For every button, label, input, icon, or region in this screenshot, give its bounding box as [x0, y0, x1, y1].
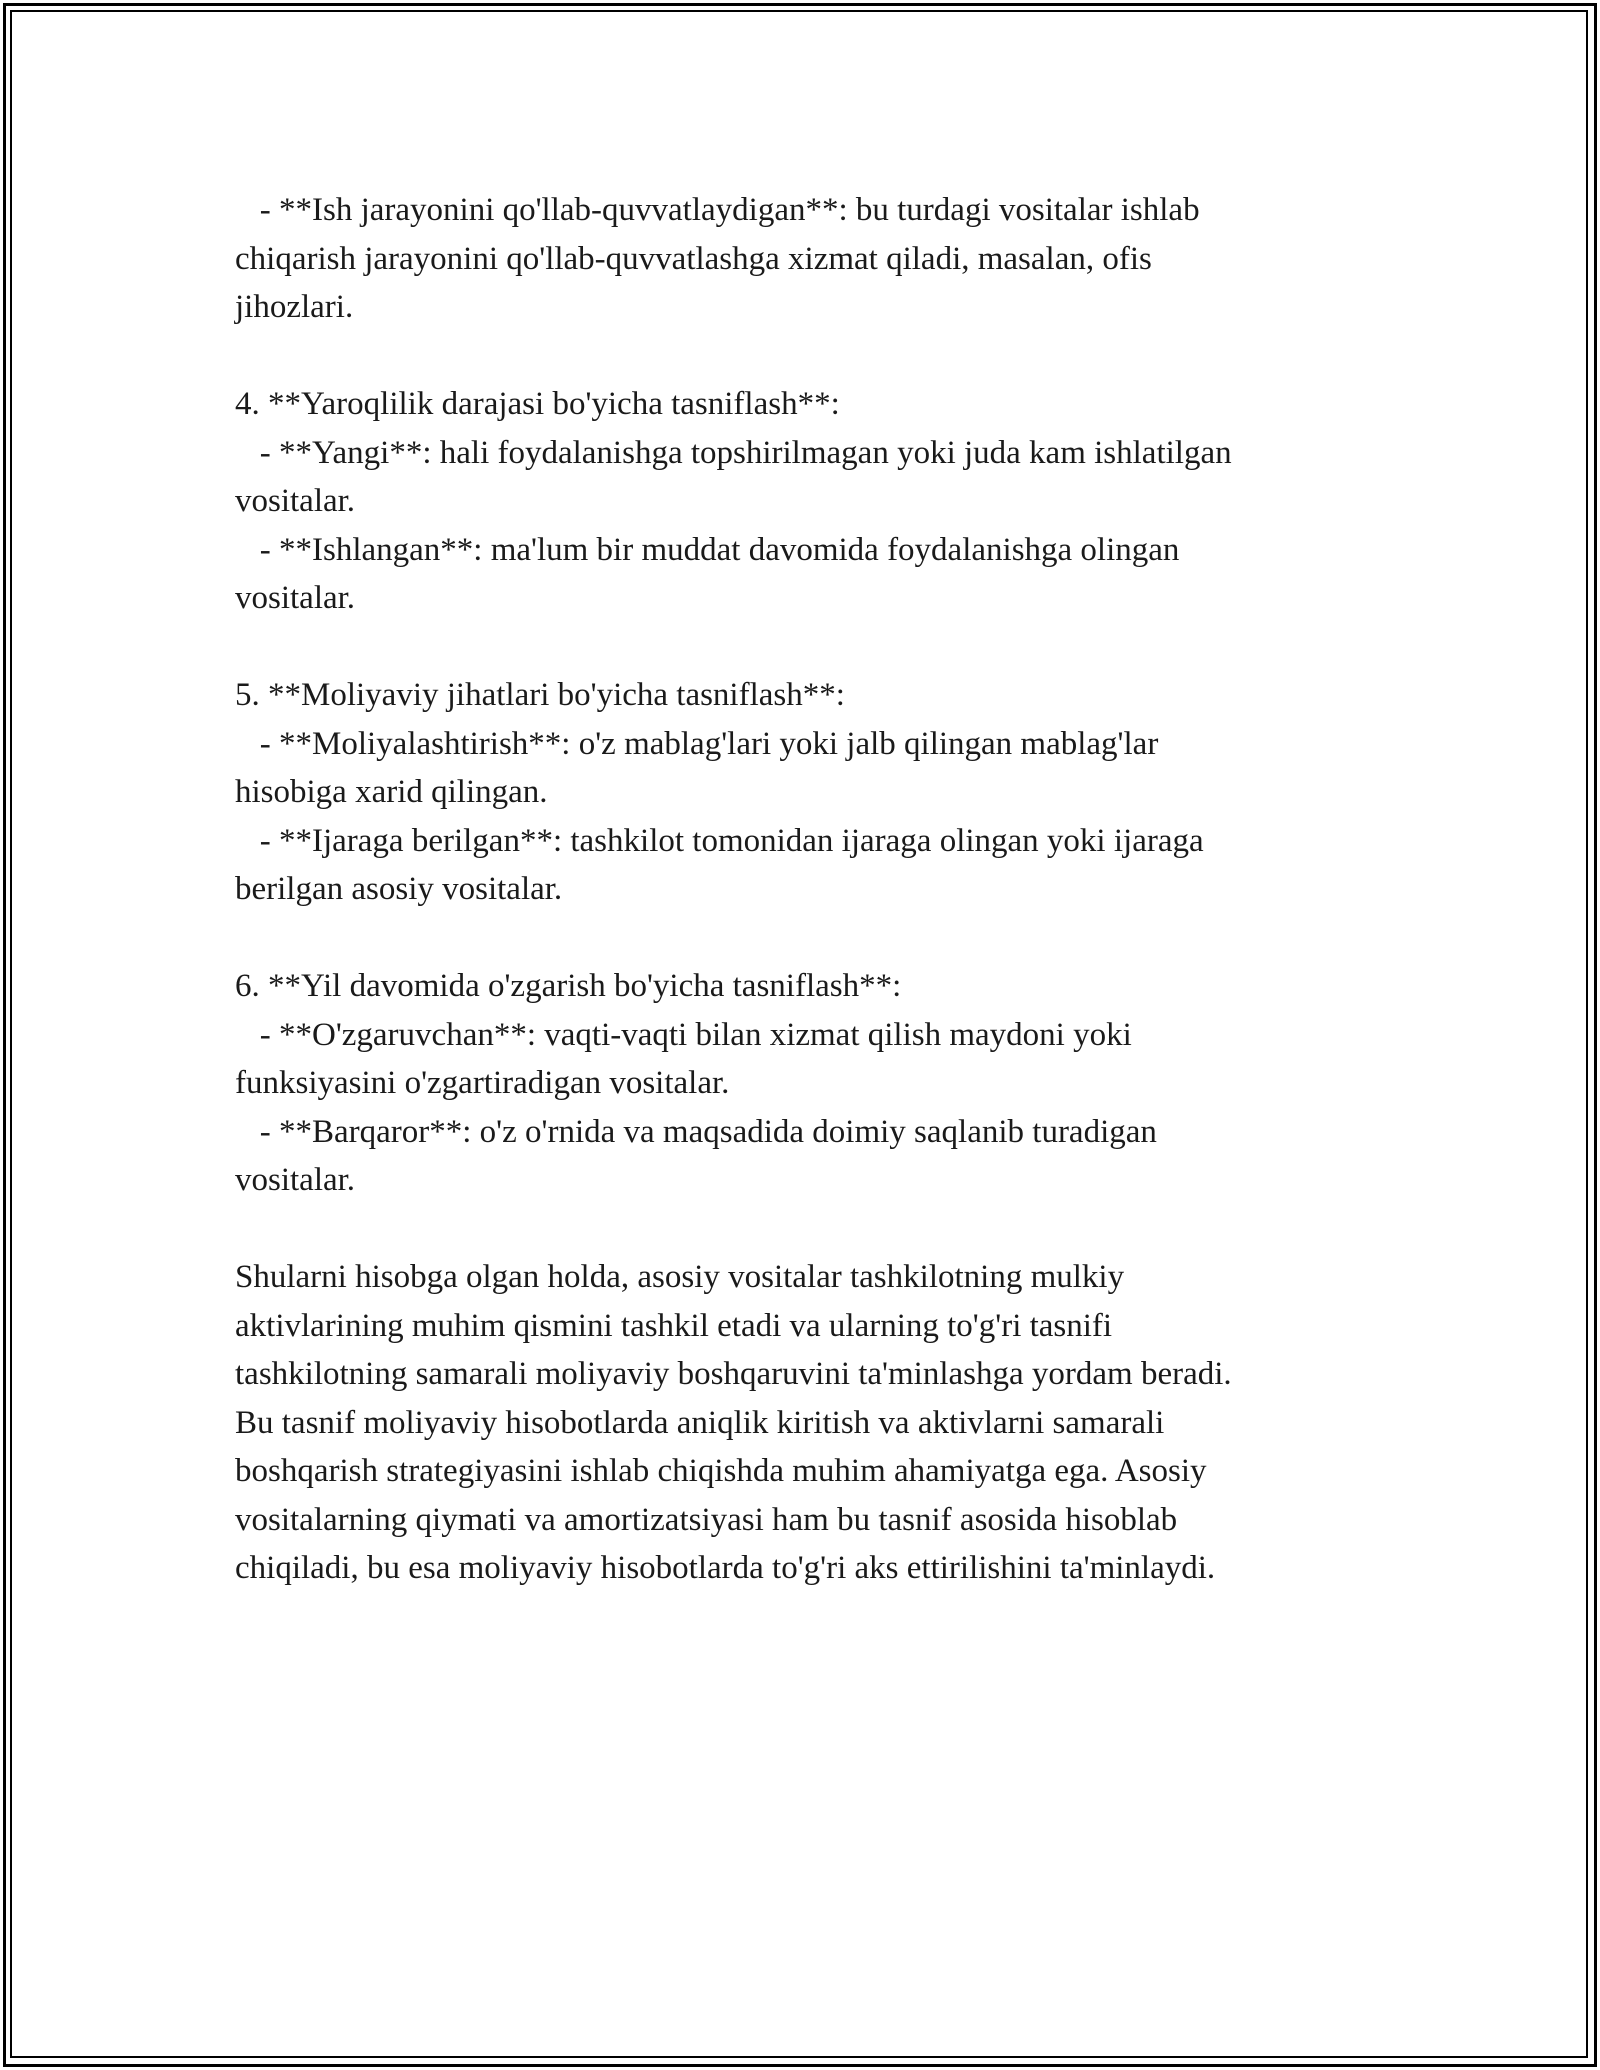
list-item-4: [235, 380, 1365, 623]
text-line: chiqiladi, bu esa moliyaviy hisobotlarda to'g'ri aks ettirilishini ta'minlaydi.: [235, 1550, 1216, 1586]
text-line: chiqarish jarayonini qo'llab-quvvatlashga xizmat qiladi, masalan, ofis: [235, 240, 1152, 277]
text-line: - **O'zgaruvchan**: vaqti-vaqti bilan xizmat qilish maydoni yoki: [235, 1016, 1132, 1053]
list-heading: 4. **Yaroqlilik darajasi bo'yicha tasniflash**:: [235, 386, 840, 422]
text-line: aktivlarining muhim qismini tashkil etadi va ularning to'g'ri tasnifi: [235, 1307, 1113, 1344]
list-item-5: [235, 671, 1365, 914]
text-line: vositalar.: [235, 1162, 356, 1198]
text-line: Bu tasnif moliyaviy hisobotlarda aniqlik kiritish va aktivlarni samarali: [235, 1404, 1165, 1441]
text-line: vositalar.: [235, 580, 356, 616]
blank-line: [235, 332, 1365, 381]
list-heading: 5. **Moliyaviy jihatlari bo'yicha tasniflash**:: [235, 677, 845, 713]
text-line: jihozlari.: [235, 289, 354, 325]
text-line: hisobiga xarid qilingan.: [235, 774, 548, 810]
list-heading: 6. **Yil davomida o'zgarish bo'yicha tasniflash**:: [235, 968, 902, 1004]
blank-line: [235, 914, 1365, 963]
text-line: berilgan asosiy vositalar.: [235, 871, 563, 907]
text-line: Shularni hisobga olgan holda, asosiy vositalar tashkilotning mulkiy: [235, 1259, 1125, 1295]
text-line: tashkilotning samarali moliyaviy boshqaruvini ta'minlashga yordam beradi.: [235, 1356, 1232, 1392]
text-line: funksiyasini o'zgartiradigan vositalar.: [235, 1065, 730, 1101]
text-line: - **Ijaraga berilgan**: tashkilot tomonidan ijaraga olingan yoki ijaraga: [235, 822, 1204, 859]
blank-line: [235, 1205, 1365, 1254]
conclusion-paragraph: [235, 1253, 1365, 1593]
paragraph-support-tools: [235, 186, 1365, 332]
list-item-6: [235, 962, 1365, 1205]
text-line: vositalar.: [235, 483, 356, 519]
text-line: boshqarish strategiyasini ishlab chiqishda muhim ahamiyatga ega. Asosiy: [235, 1453, 1207, 1489]
text-line: - **Moliyalashtirish**: o'z mablag'lari yoki jalb qilingan mablag'lar: [235, 725, 1159, 762]
text-line: - **Ish jarayonini qo'llab-quvvatlaydigan**: bu turdagi vositalar ishlab: [235, 192, 1200, 228]
text-line: - **Barqaror**: o'z o'rnida va maqsadida doimiy saqlanib turadigan: [235, 1113, 1157, 1150]
text-line: - **Yangi**: hali foydalanishga topshirilmagan yoki juda kam ishlatilgan: [235, 434, 1232, 471]
text-line: vositalarning qiymati va amortizatsiyasi ham bu tasnif asosida hisoblab: [235, 1501, 1178, 1538]
blank-line: [235, 623, 1365, 672]
document-body: [235, 186, 1365, 1593]
text-line: - **Ishlangan**: ma'lum bir muddat davomida foydalanishga olingan: [235, 531, 1180, 568]
